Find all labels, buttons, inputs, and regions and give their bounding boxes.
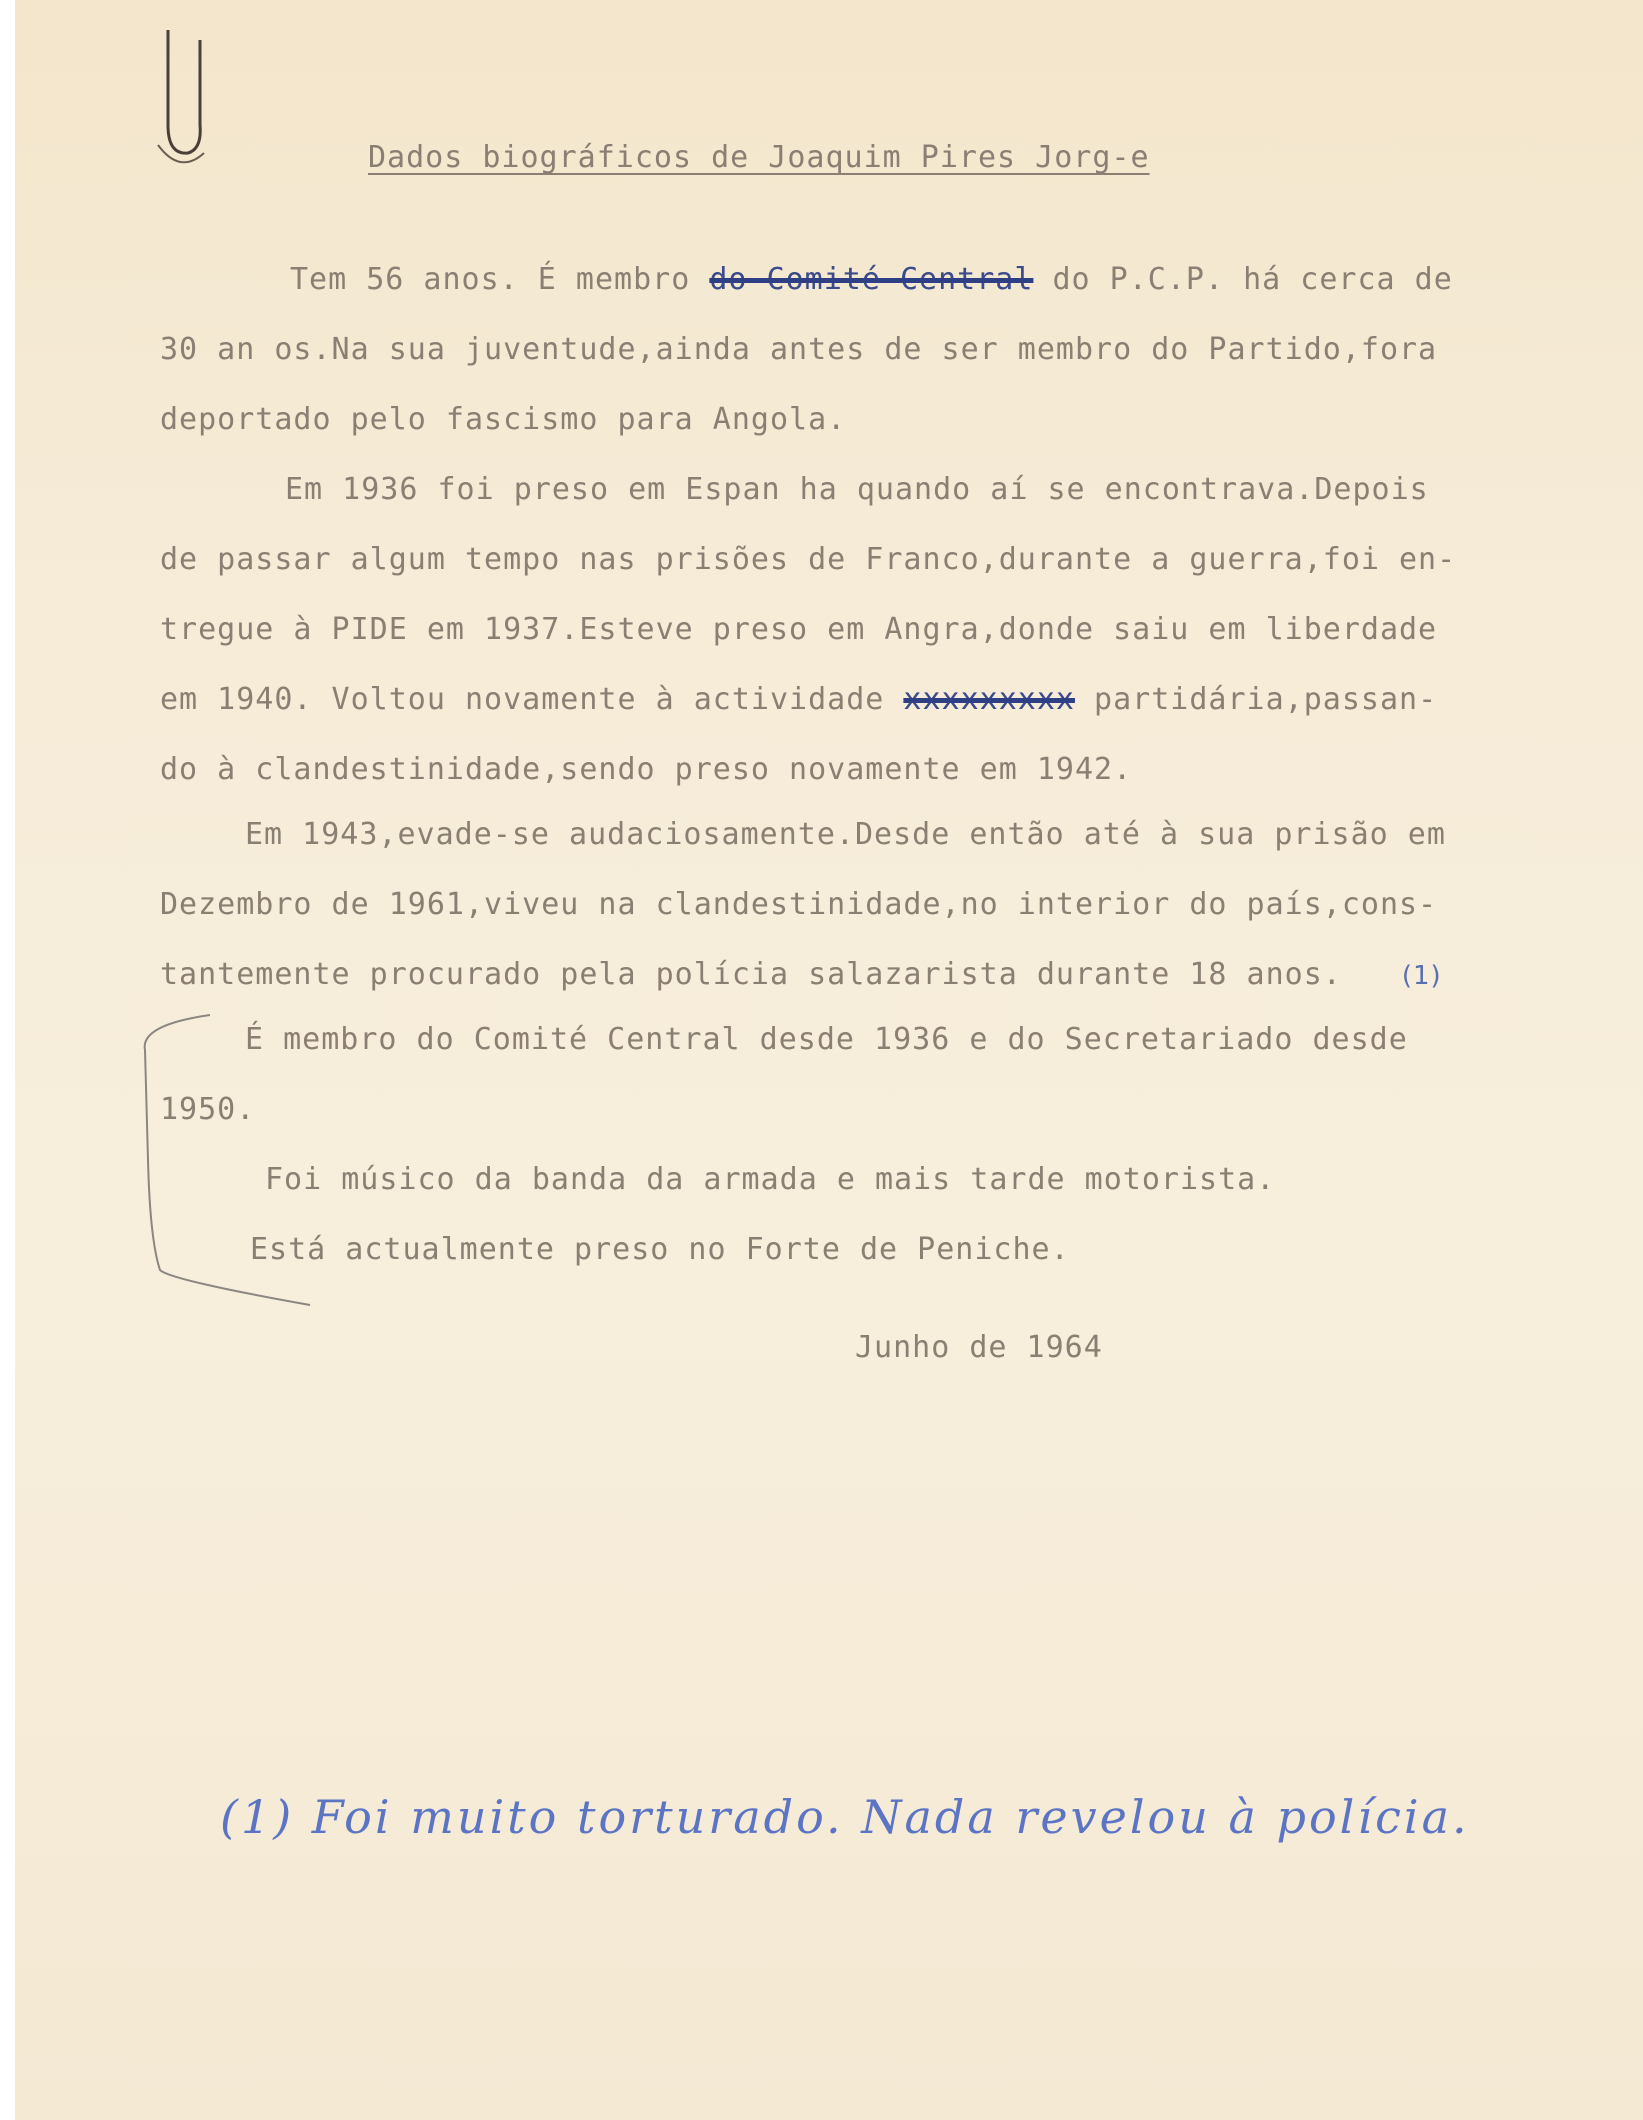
line-text: partidária,passan- — [1074, 682, 1438, 717]
paragraph-2 — [160, 455, 1540, 805]
struck-text: xxxxxxxxx — [903, 682, 1075, 717]
line-text: em 1940. Voltou novamente à actividade — [160, 682, 904, 717]
paragraph-line: do à clandestinidade,sendo preso novamente em 1942. — [160, 752, 1133, 787]
paragraph-line: Em 1936 foi preso em Espan ha quando aí se encontrava.Depois — [285, 472, 1429, 507]
handwritten-footnote: (1) Foi muito torturado. Nada revelou à polícia. — [220, 1790, 1470, 1844]
line-text: tantemente procurado pela polícia salazarista durante 18 anos. — [160, 957, 1342, 992]
document-title: Dados biográficos de Joaquim Pires Jorg-e — [368, 140, 1150, 175]
pencil-bracket-mark — [120, 1010, 320, 1340]
scan-margin — [0, 0, 15, 2120]
paragraph-5 — [160, 1145, 1540, 1215]
paragraph-line: deportado pelo fascismo para Angola. — [160, 402, 847, 437]
paragraph-4 — [160, 1005, 1540, 1145]
paragraph-1 — [160, 245, 1540, 455]
paragraph-line: Dezembro de 1961,viveu na clandestinidade,no interior do país,cons- — [160, 887, 1438, 922]
paragraph-line: de passar algum tempo nas prisões de Franco,durante a guerra,foi en- — [160, 542, 1457, 577]
document-date: Junho de 1964 — [855, 1330, 1103, 1365]
line-text: do P.C.P. há cerca de — [1033, 262, 1453, 297]
line-text: Tem 56 anos. É membro — [290, 262, 710, 297]
paragraph-line: Em 1943,evade-se audaciosamente.Desde então até à sua prisão em — [245, 817, 1446, 852]
paragraph-line: É membro do Comité Central desde 1936 e do Secretariado desde — [245, 1022, 1408, 1057]
paperclip-mark — [150, 25, 210, 165]
paragraph-line: Foi músico da banda da armada e mais tarde motorista. — [265, 1162, 1276, 1197]
paragraph-6 — [160, 1215, 1540, 1285]
struck-text: do Comité Central — [709, 262, 1034, 297]
paragraph-3 — [160, 800, 1540, 1011]
paragraph-line — [160, 665, 1540, 735]
paragraph-line: tregue à PIDE em 1937.Esteve preso em Angra,donde saiu em liberdade — [160, 612, 1438, 647]
paragraph-line — [160, 245, 1540, 315]
paragraph-line: Está actualmente preso no Forte de Peniche. — [250, 1232, 1070, 1267]
footnote-marker: (1) — [1401, 961, 1442, 991]
paragraph-line: 1950. — [160, 1092, 256, 1127]
paragraph-line — [160, 940, 1540, 1011]
paragraph-line: 30 an os.Na sua juventude,ainda antes de ser membro do Partido,fora — [160, 332, 1438, 367]
